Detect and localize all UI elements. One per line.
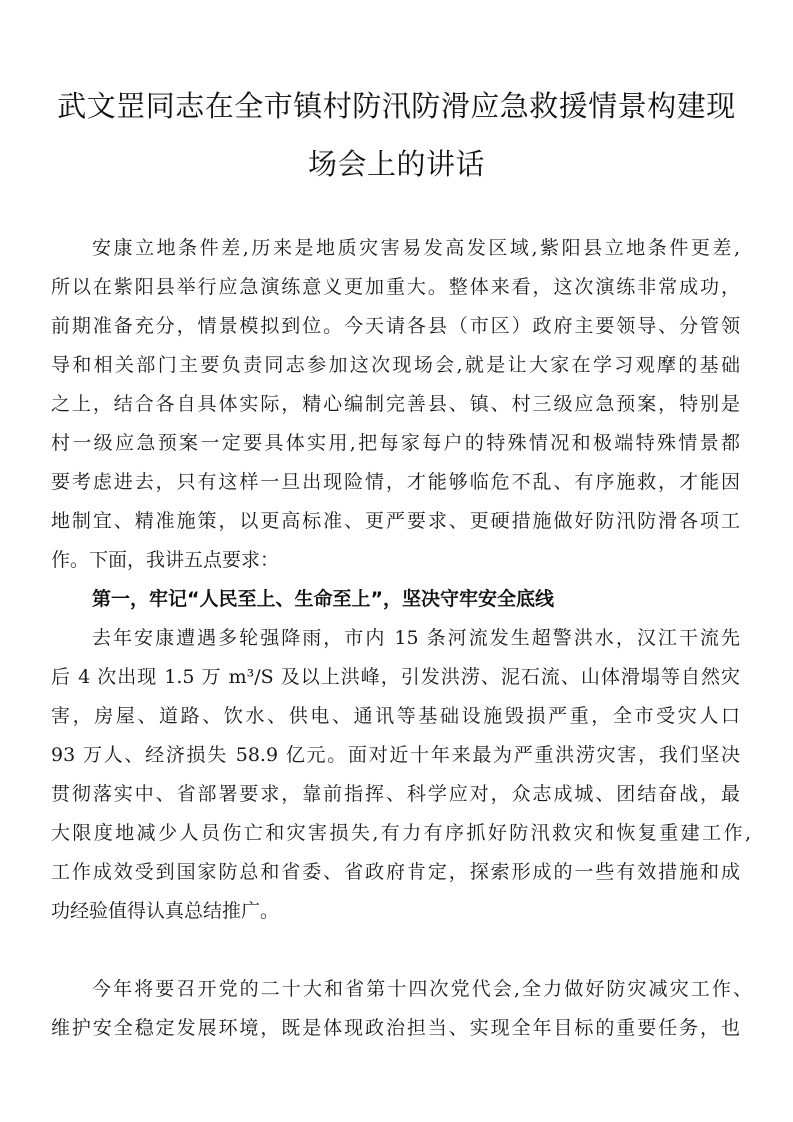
paragraph-line: 今年将要召开党的二十大和省第十四次党代会,全力做好防灾减灾工作、 bbox=[92, 978, 752, 1000]
paragraph-line: 维护安全稳定发展环境，既是体现政治担当、实现全年目标的重要任务，也 bbox=[51, 1017, 740, 1039]
section-heading: 第一，牢记“人民至上、生命至上”，坚决守牢安全底线 bbox=[92, 588, 554, 610]
paragraph-line: 害，房屋、道路、饮水、供电、通讯等基础设施毁损严重，全市受灾人口 bbox=[51, 705, 740, 727]
paragraph-line: 后 4 次出现 1.5 万 m³/S 及以上洪峰，引发洪涝、泥石流、山体滑塌等自然灾 bbox=[51, 666, 740, 688]
paragraph-line: 作。下面，我讲五点要求： bbox=[51, 549, 280, 571]
document-title-line-1: 武文罡同志在全市镇村防汛防滑应急救援情景构建现 bbox=[57, 89, 736, 123]
paragraph-line: 安康立地条件差,历来是地质灾害易发高发区域,紫阳县立地条件更差, bbox=[92, 237, 740, 259]
paragraph-line: 贯彻落实中、省部署要求，靠前指挥、科学应对，众志成城、团结奋战，最 bbox=[51, 783, 740, 805]
paragraph-line: 所以在紫阳县举行应急演练意义更加重大。整体来看，这次演练非常成功， bbox=[51, 276, 740, 298]
paragraph-line: 要考虑进去，只有这样一旦出现险情，才能够临危不乱、有序施救，才能因 bbox=[51, 471, 740, 493]
paragraph-line: 功经验值得认真总结推广。 bbox=[51, 900, 280, 922]
paragraph-line: 前期准备充分，情景模拟到位。今天请各县（市区）政府主要领导、分管领 bbox=[51, 315, 740, 337]
paragraph-line: 93 万人、经济损失 58.9 亿元。面对近十年来最为严重洪涝灾害，我们坚决 bbox=[51, 744, 740, 766]
paragraph-line: 工作成效受到国家防总和省委、省政府肯定，探索形成的一些有效措施和成 bbox=[51, 861, 740, 883]
document-title-line-2: 场会上的讲话 bbox=[307, 147, 485, 181]
paragraph-line: 之上，结合各自具体实际，精心编制完善县、镇、村三级应急预案，特别是 bbox=[51, 393, 740, 415]
paragraph-line: 大限度地减少人员伤亡和灾害损失,有力有序抓好防汛救灾和恢复重建工作, bbox=[51, 822, 751, 844]
paragraph-line: 村一级应急预案一定要具体实用,把每家每户的特殊情况和极端特殊情景都 bbox=[51, 432, 740, 454]
paragraph-line: 导和相关部门主要负责同志参加这次现场会,就是让大家在学习观摩的基础 bbox=[51, 354, 740, 376]
paragraph-line: 地制宜、精准施策，以更高标准、更严要求、更硬措施做好防汛防滑各项工 bbox=[51, 510, 740, 532]
paragraph-line: 去年安康遭遇多轮强降雨，市内 15 条河流发生超警洪水，汉江干流先 bbox=[92, 627, 740, 649]
